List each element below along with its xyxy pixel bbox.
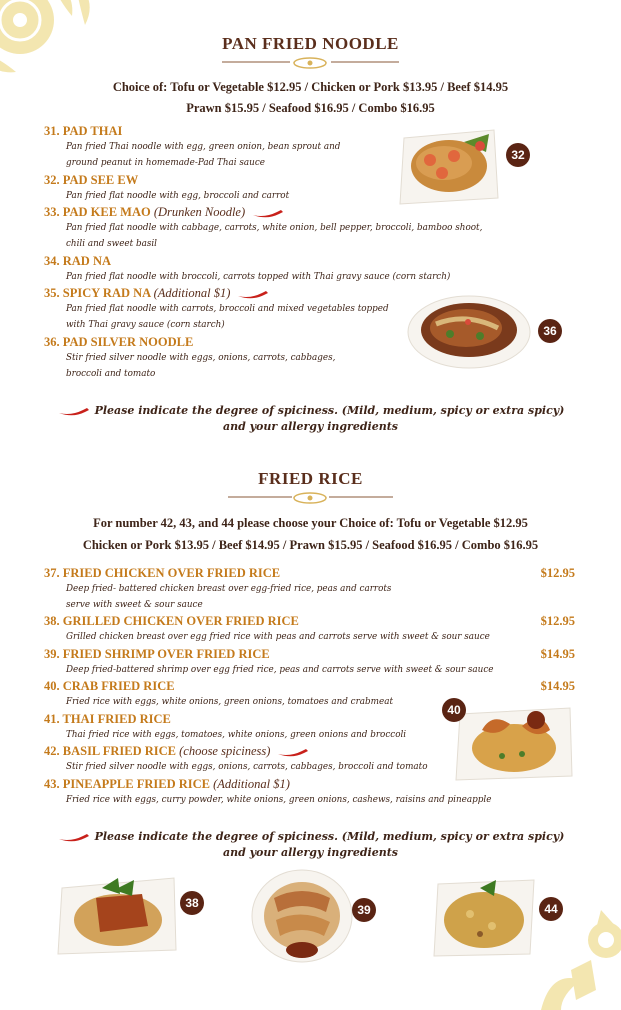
chili-icon (236, 289, 270, 299)
dish-image-pineapple-fried-rice (430, 874, 538, 960)
menu-item-39 (44, 647, 524, 678)
section-title-noodle: PAN FRIED NOODLE (222, 34, 399, 53)
item-desc: Stir fried silver noodle with eggs, onions, carrots, cabbages, broccoli and tomato (66, 762, 428, 772)
item-desc: Deep fried-battered shrimp over egg fried rice, peas and carrots serve with sweet & sour sauce (66, 665, 494, 675)
chili-icon (57, 406, 91, 416)
dish-number-badge: 32 (506, 143, 530, 167)
item-desc: Pan fried Thai noodle with egg, green onion, bean sprout and (66, 142, 341, 152)
item-desc: Pan fried flat noodle with egg, broccoli and carrot (66, 191, 290, 201)
item-desc: broccoli and tomato (66, 369, 156, 379)
menu-item-38 (44, 614, 524, 645)
item-desc: ground peanut in homemade-Pad Thai sauce (66, 158, 265, 168)
item-name: 38. GRILLED CHICKEN OVER FRIED RICE (44, 614, 299, 628)
chili-icon (57, 832, 91, 842)
spice-note-rice: Please indicate the degree of spiciness. (Mild, medium, spicy or extra spicy) (0, 829, 621, 845)
dish-number-badge: 40 (442, 698, 466, 722)
spice-note-rice-line2: and your allergy ingredients (223, 846, 398, 859)
noodle-choice-line-1: Choice of: Tofu or Vegetable $12.95 / Chicken or Pork $13.95 / Beef $14.95 (112, 80, 509, 94)
item-desc: Fried rice with eggs, white onions, green onions, tomatoes and crabmeat (66, 697, 394, 707)
item-note: (choose spiciness) (179, 744, 271, 758)
item-note: (Additional $1) (153, 286, 231, 300)
dish-number-badge: 44 (539, 897, 563, 921)
menu-item-37 (44, 566, 524, 613)
title-divider-ornament (0, 491, 621, 505)
item-desc: Fried rice with eggs, curry powder, white onions, green onions, cashews, raisins and pineapple (66, 795, 492, 805)
title-divider-ornament (0, 56, 621, 70)
item-name: 41. THAI FRIED RICE (44, 712, 171, 726)
item-name: 39. FRIED SHRIMP OVER FRIED RICE (44, 647, 270, 661)
item-name: 40. CRAB FRIED RICE (44, 679, 175, 693)
dish-image-crab-fried-rice (452, 700, 576, 784)
dish-image-fried-shrimp (250, 868, 354, 964)
menu-item-34 (44, 254, 524, 285)
item-desc: Stir fried silver noodle with eggs, onions, carrots, cabbages, (66, 353, 336, 363)
item-name: 43. PINEAPPLE FRIED RICE (Additional $1) (44, 777, 290, 791)
item-desc: Grilled chicken breast over egg fried rice with peas and carrots serve with sweet & sour sauce (66, 632, 490, 642)
item-name: 36. PAD SILVER NOODLE (44, 335, 194, 349)
chili-icon (251, 208, 285, 218)
spice-note-noodle: Please indicate the degree of spiciness. (Mild, medium, spicy or extra spicy) (0, 403, 621, 419)
item-desc: chili and sweet basil (66, 239, 157, 249)
item-desc: with Thai gravy sauce (corn starch) (66, 320, 225, 330)
item-name: 35. SPICY RAD NA (Additional $1) (44, 286, 524, 301)
item-name: 32. PAD SEE EW (44, 173, 139, 187)
spice-note-noodle-line2: and your allergy ingredients (223, 420, 398, 433)
item-desc: Pan fried flat noodle with broccoli, carrots topped with Thai gravy sauce (corn starch) (66, 272, 451, 282)
item-price: $14.95 (540, 647, 575, 661)
item-price: $12.95 (540, 614, 575, 628)
dish-number-badge: 36 (538, 319, 562, 343)
item-desc: Pan fried flat noodle with cabbage, carrots, white onion, bell pepper, broccoli, bamboo shoot, (66, 223, 483, 233)
rice-choice-line-1: For number 42, 43, and 44 please choose your Choice of: Tofu or Vegetable $12.95 (93, 516, 528, 530)
chili-icon (276, 747, 310, 757)
noodle-choice-line-2: Prawn $15.95 / Seafood $16.95 / Combo $16.95 (186, 101, 435, 115)
menu-item-33 (44, 205, 524, 252)
item-price: $12.95 (540, 566, 575, 580)
item-name: 31. PAD THAI (44, 124, 123, 138)
dish-image-spicy-rad-na (406, 294, 532, 370)
dish-number-badge: 39 (352, 898, 376, 922)
item-name: 34. RAD NA (44, 254, 112, 268)
item-price: $14.95 (540, 679, 575, 693)
item-name: 37. FRIED CHICKEN OVER FRIED RICE (44, 566, 281, 580)
item-desc: Thai fried rice with eggs, tomatoes, white onions, green onions and broccoli (66, 730, 407, 740)
dish-image-pad-thai (394, 118, 504, 210)
item-desc: Deep fried- battered chicken breast over egg-fried rice, peas and carrots (66, 584, 392, 594)
item-name: 42. BASIL FRIED RICE (choose spiciness) (44, 744, 524, 759)
dish-image-grilled-chicken (56, 868, 180, 958)
section-title-rice: FRIED RICE (258, 469, 363, 488)
item-note: (Drunken Noodle) (153, 205, 246, 219)
item-note: (Additional $1) (213, 777, 290, 791)
item-desc: Pan fried flat noodle with carrots, broccoli and mixed vegetables topped (66, 304, 389, 314)
item-name: 33. PAD KEE MAO (Drunken Noodle) (44, 205, 524, 220)
rice-choice-line-2: Chicken or Pork $13.95 / Beef $14.95 / Prawn $15.95 / Seafood $16.95 / Combo $16.95 (82, 538, 539, 552)
item-desc: serve with sweet & sour sauce (66, 600, 203, 610)
dish-number-badge: 38 (180, 891, 204, 915)
